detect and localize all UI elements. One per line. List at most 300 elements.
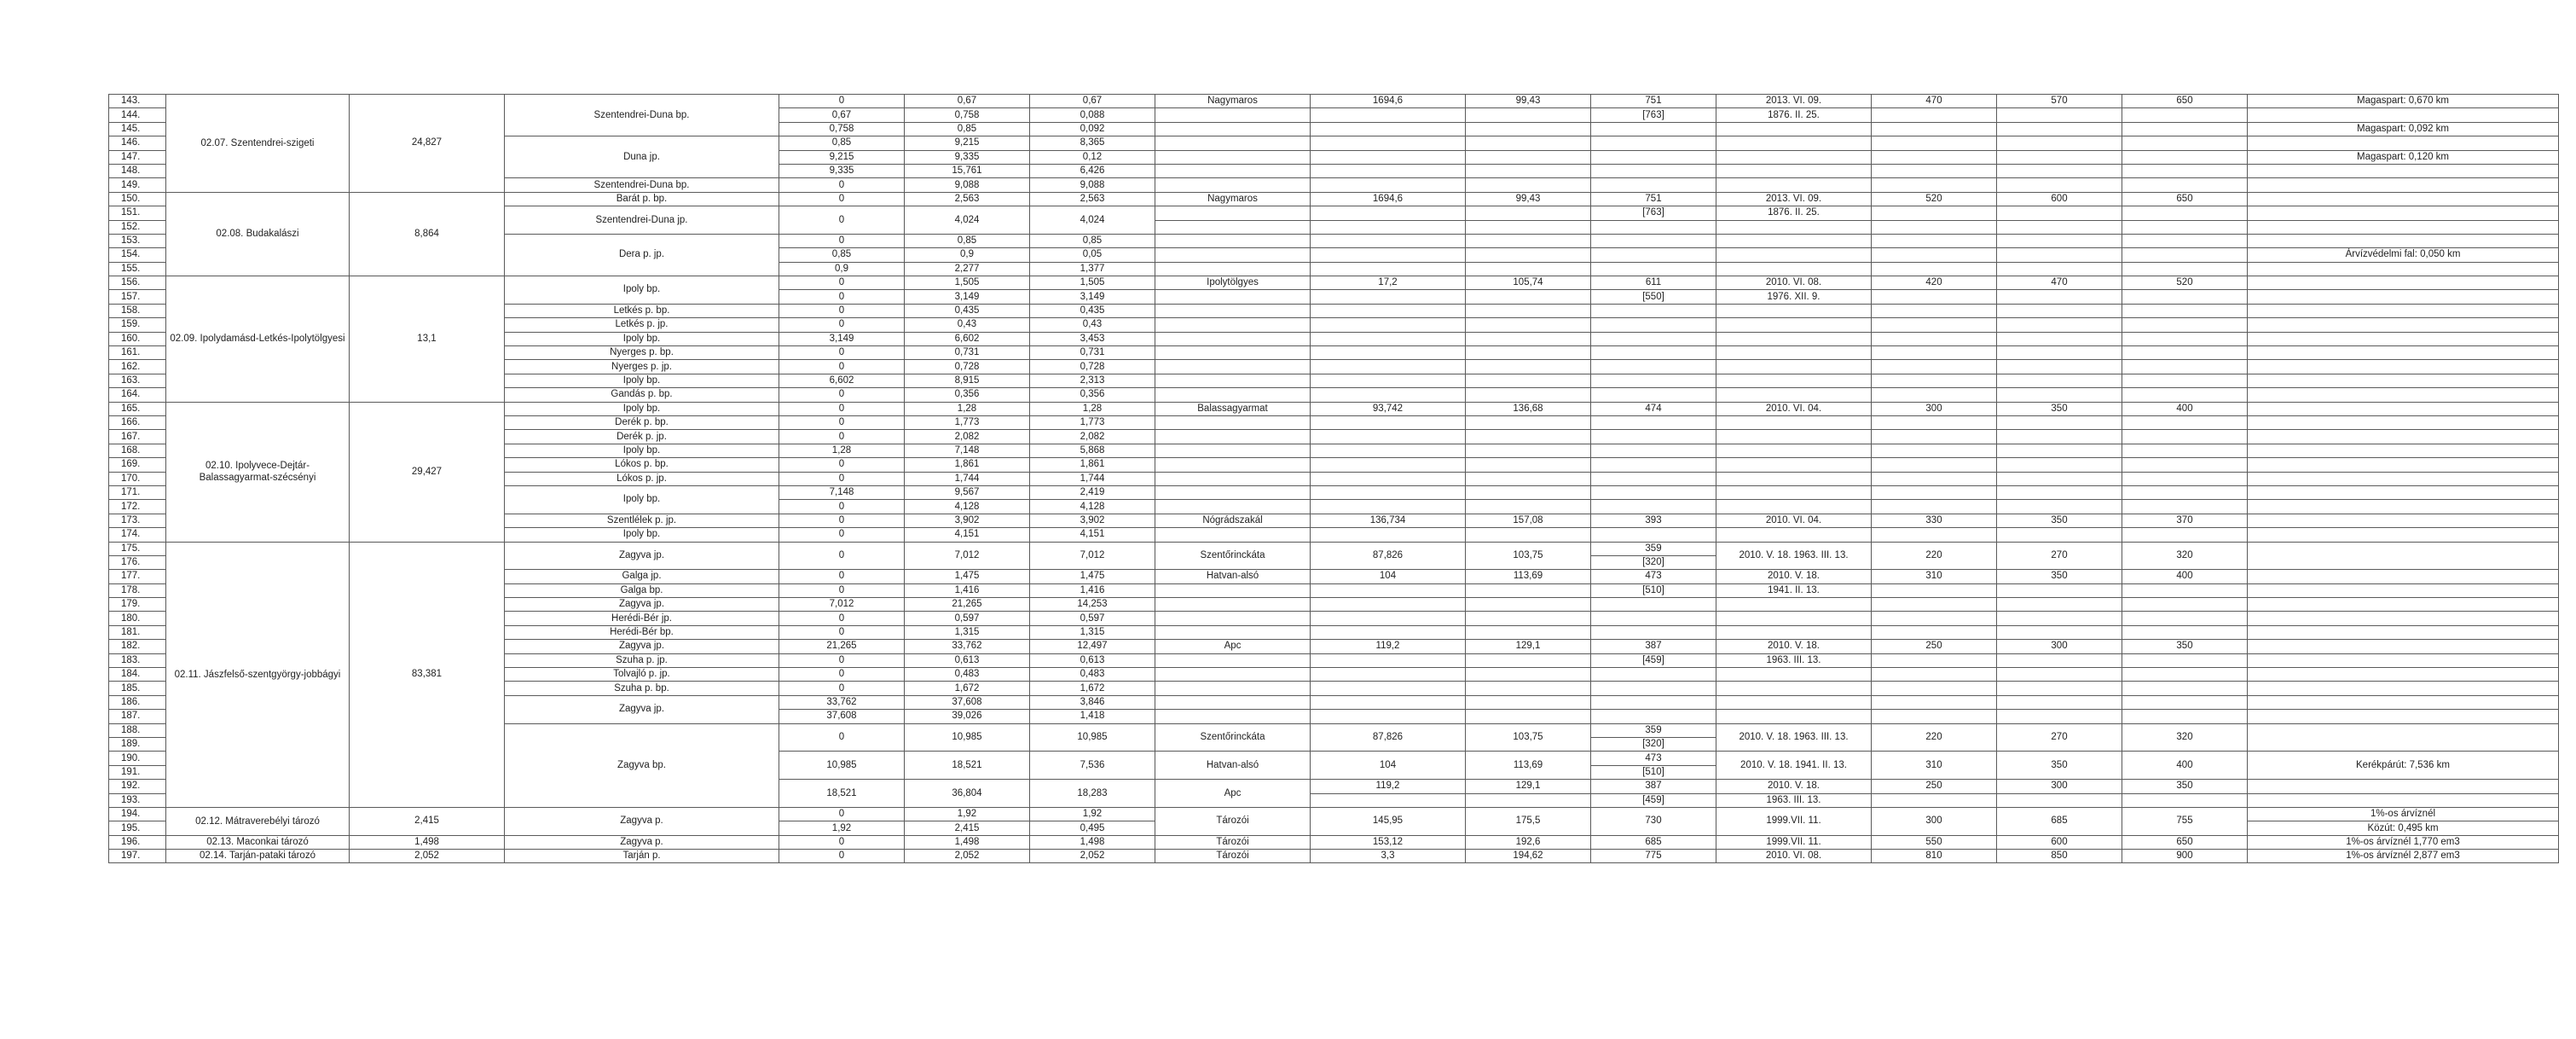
gauge-station: Ipolytölgyes (1155, 276, 1311, 290)
km-from: 18,521 (779, 780, 905, 808)
row-number: 193. (109, 793, 166, 807)
gauge-station (1155, 598, 1311, 612)
length-km: 1,498 (1030, 835, 1155, 849)
km-from: 0 (779, 178, 905, 192)
length-km: 0,67 (1030, 95, 1155, 108)
row-number: 186. (109, 695, 166, 709)
length-km: 0,12 (1030, 150, 1155, 164)
gauge-station (1155, 332, 1311, 345)
km-from: 0,67 (779, 108, 905, 122)
river-name: Zagyva bp. (505, 723, 779, 807)
gauge-station: Nógrádszakál (1155, 514, 1311, 527)
alert-level-3 (2122, 458, 2248, 472)
stacked-value: 473 (1645, 752, 1662, 763)
note (2248, 458, 2559, 472)
alert-level-3 (2122, 206, 2248, 220)
km-to: 3,902 (905, 514, 1030, 527)
max-level-date: 2010. V. 18. (1716, 780, 1872, 793)
note (2248, 598, 2559, 612)
alert-level-1 (1872, 136, 1997, 150)
alert-level-1 (1872, 793, 1997, 807)
gauge-km (1311, 220, 1466, 234)
km-from: 0 (779, 668, 905, 682)
note: 1%-os árvíznél 1,770 em3 (2248, 835, 2559, 849)
km-from: 0 (779, 276, 905, 290)
length-km: 10,985 (1030, 723, 1155, 752)
alert-level-3 (2122, 164, 2248, 177)
alert-level-3 (2122, 360, 2248, 374)
row-number: 171. (109, 485, 166, 499)
max-level-date: 1941. II. 13. (1716, 583, 1872, 597)
gauge-station (1155, 304, 1311, 317)
max-level-date (1716, 415, 1872, 429)
alert-level-2 (1997, 374, 2122, 387)
alert-level-1 (1872, 374, 1997, 387)
length-km: 1,418 (1030, 710, 1155, 723)
gauge-station (1155, 136, 1311, 150)
km-from: 33,762 (779, 695, 905, 709)
row-number: 163. (109, 374, 166, 387)
gauge-station (1155, 262, 1311, 276)
alert-level-1 (1872, 695, 1997, 709)
row-number: 148. (109, 164, 166, 177)
gauge-zero (1466, 430, 1591, 444)
alert-level-1 (1872, 360, 1997, 374)
note (2248, 668, 2559, 682)
gauge-station: Balassagyarmat (1155, 402, 1311, 415)
row-number: 178. (109, 583, 166, 597)
max-level-date (1716, 528, 1872, 542)
gauge-zero: 175,5 (1466, 807, 1591, 835)
km-to: 0,9 (905, 248, 1030, 262)
km-to: 39,026 (905, 710, 1030, 723)
max-water-level: 387 (1591, 640, 1716, 653)
length-km: 1,92 (1030, 807, 1155, 821)
max-level-date (1716, 668, 1872, 682)
alert-level-1: 420 (1872, 276, 1997, 290)
gauge-km: 153,12 (1311, 835, 1466, 849)
alert-level-1 (1872, 710, 1997, 723)
gauge-km: 119,2 (1311, 640, 1466, 653)
alert-level-2 (1997, 318, 2122, 332)
alert-level-3 (2122, 178, 2248, 192)
km-from: 0 (779, 528, 905, 542)
gauge-station (1155, 234, 1311, 247)
km-from: 0 (779, 318, 905, 332)
km-to: 2,563 (905, 192, 1030, 206)
note (2248, 625, 2559, 639)
gauge-km (1311, 500, 1466, 514)
max-water-level: [763] (1591, 206, 1716, 220)
gauge-station: Hatvan-alsó (1155, 570, 1311, 583)
note (2248, 360, 2559, 374)
length-km: 4,151 (1030, 528, 1155, 542)
alert-level-1 (1872, 583, 1997, 597)
length-km: 1,773 (1030, 415, 1155, 429)
gauge-station (1155, 612, 1311, 625)
row-number: 190. (109, 752, 166, 765)
alert-level-1: 300 (1872, 807, 1997, 835)
max-level-date: 2013. VI. 09. (1716, 192, 1872, 206)
max-water-level: 611 (1591, 276, 1716, 290)
max-level-date: 2010. VI. 08. (1716, 850, 1872, 863)
max-level-date: 2013. VI. 09. (1716, 95, 1872, 108)
max-level-date: 2010. V. 18. 1963. III. 13. (1716, 542, 1872, 570)
km-to: 9,088 (905, 178, 1030, 192)
max-level-date (1716, 262, 1872, 276)
river-name: Zagyva jp. (505, 542, 779, 570)
alert-level-3 (2122, 374, 2248, 387)
row-number: 159. (109, 318, 166, 332)
note (2248, 136, 2559, 150)
max-water-level (1591, 458, 1716, 472)
max-level-date: 1876. II. 25. (1716, 206, 1872, 220)
row-number: 161. (109, 346, 166, 360)
gauge-km (1311, 332, 1466, 345)
max-water-level: 685 (1591, 835, 1716, 849)
max-water-level (1591, 318, 1716, 332)
section-length: 2,052 (350, 850, 505, 863)
km-from: 0 (779, 95, 905, 108)
km-to: 8,915 (905, 374, 1030, 387)
river-name: Letkés p. bp. (505, 304, 779, 317)
km-to: 0,483 (905, 668, 1030, 682)
gauge-km: 1694,6 (1311, 192, 1466, 206)
note (2248, 444, 2559, 457)
row-number: 175. (109, 542, 166, 555)
alert-level-1 (1872, 668, 1997, 682)
km-from: 7,148 (779, 485, 905, 499)
row-number: 144. (109, 108, 166, 122)
max-water-level: 393 (1591, 514, 1716, 527)
km-to: 33,762 (905, 640, 1030, 653)
row-number: 188. (109, 723, 166, 737)
gauge-km: 119,2 (1311, 780, 1466, 793)
km-from: 0 (779, 612, 905, 625)
max-level-date (1716, 682, 1872, 695)
river-name: Szentendrei-Duna bp. (505, 95, 779, 136)
km-from: 0 (779, 415, 905, 429)
max-water-level (1591, 542, 1716, 570)
note (2248, 346, 2559, 360)
length-km: 7,012 (1030, 542, 1155, 570)
length-km: 2,082 (1030, 430, 1155, 444)
gauge-station (1155, 668, 1311, 682)
gauge-km (1311, 374, 1466, 387)
length-km: 1,377 (1030, 262, 1155, 276)
km-from: 0 (779, 388, 905, 402)
km-from: 0 (779, 682, 905, 695)
max-level-date (1716, 234, 1872, 247)
alert-level-2 (1997, 653, 2122, 667)
gauge-km (1311, 136, 1466, 150)
km-to: 18,521 (905, 752, 1030, 780)
alert-level-2 (1997, 304, 2122, 317)
note (2248, 514, 2559, 527)
alert-level-3: 400 (2122, 402, 2248, 415)
alert-level-3: 320 (2122, 723, 2248, 752)
length-km: 7,536 (1030, 752, 1155, 780)
river-name: Nyerges p. bp. (505, 346, 779, 360)
note (2248, 304, 2559, 317)
row-number: 187. (109, 710, 166, 723)
gauge-zero (1466, 290, 1591, 304)
table-row (109, 542, 2559, 555)
alert-level-1: 250 (1872, 780, 1997, 793)
length-km: 0,092 (1030, 122, 1155, 136)
length-km: 1,315 (1030, 625, 1155, 639)
river-name: Ipoly bp. (505, 444, 779, 457)
gauge-km (1311, 710, 1466, 723)
km-to: 0,43 (905, 318, 1030, 332)
alert-level-2: 350 (1997, 752, 2122, 780)
alert-level-2 (1997, 150, 2122, 164)
gauge-km: 3,3 (1311, 850, 1466, 863)
max-level-date: 1963. III. 13. (1716, 793, 1872, 807)
gauge-zero (1466, 710, 1591, 723)
row-number: 169. (109, 458, 166, 472)
alert-level-1 (1872, 178, 1997, 192)
alert-level-2: 850 (1997, 850, 2122, 863)
km-from: 6,602 (779, 374, 905, 387)
note: Magaspart: 0,092 km (2248, 122, 2559, 136)
section-length: 83,381 (350, 542, 505, 807)
alert-level-2 (1997, 793, 2122, 807)
km-to: 4,024 (905, 206, 1030, 235)
max-water-level (1591, 220, 1716, 234)
alert-level-1 (1872, 122, 1997, 136)
alert-level-2 (1997, 695, 2122, 709)
gauge-station (1155, 360, 1311, 374)
alert-level-2: 300 (1997, 640, 2122, 653)
gauge-km: 87,826 (1311, 723, 1466, 752)
gauge-station (1155, 682, 1311, 695)
gauge-km (1311, 108, 1466, 122)
gauge-km: 87,826 (1311, 542, 1466, 570)
alert-level-2: 270 (1997, 723, 2122, 752)
alert-level-3 (2122, 304, 2248, 317)
km-from: 0 (779, 234, 905, 247)
alert-level-1: 250 (1872, 640, 1997, 653)
row-number: 160. (109, 332, 166, 345)
gauge-station (1155, 150, 1311, 164)
note (2248, 402, 2559, 415)
row-number: 194. (109, 807, 166, 821)
km-to: 0,731 (905, 346, 1030, 360)
alert-level-1 (1872, 485, 1997, 499)
alert-level-3: 400 (2122, 752, 2248, 780)
gauge-km (1311, 122, 1466, 136)
section-name: 02.14. Tarján-pataki tározó (166, 850, 350, 863)
alert-level-2 (1997, 220, 2122, 234)
km-from: 0 (779, 625, 905, 639)
row-number: 154. (109, 248, 166, 262)
km-to: 1,773 (905, 415, 1030, 429)
km-to: 4,151 (905, 528, 1030, 542)
stacked-value: [320] (1591, 737, 1716, 751)
alert-level-3 (2122, 248, 2248, 262)
max-level-date (1716, 472, 1872, 485)
row-number: 183. (109, 653, 166, 667)
alert-level-2: 570 (1997, 95, 2122, 108)
gauge-station: Nagymaros (1155, 95, 1311, 108)
note (2248, 220, 2559, 234)
row-number: 177. (109, 570, 166, 583)
gauge-station (1155, 710, 1311, 723)
km-to: 2,052 (905, 850, 1030, 863)
alert-level-3 (2122, 136, 2248, 150)
alert-level-3 (2122, 332, 2248, 345)
max-water-level (1591, 374, 1716, 387)
length-km: 0,435 (1030, 304, 1155, 317)
gauge-station: Nagymaros (1155, 192, 1311, 206)
gauge-km (1311, 612, 1466, 625)
note (2248, 262, 2559, 276)
max-level-date (1716, 500, 1872, 514)
alert-level-3 (2122, 234, 2248, 247)
max-water-level (1591, 668, 1716, 682)
gauge-km (1311, 485, 1466, 499)
note (2248, 612, 2559, 625)
km-to: 0,67 (905, 95, 1030, 108)
gauge-zero: 136,68 (1466, 402, 1591, 415)
alert-level-1 (1872, 500, 1997, 514)
table-row (109, 95, 2559, 108)
km-from: 0,9 (779, 262, 905, 276)
alert-level-1 (1872, 444, 1997, 457)
km-to: 21,265 (905, 598, 1030, 612)
gauge-station: Szentőrinckáta (1155, 542, 1311, 570)
alert-level-2 (1997, 415, 2122, 429)
river-name: Herédi-Bér jp. (505, 612, 779, 625)
row-number: 184. (109, 668, 166, 682)
gauge-station (1155, 415, 1311, 429)
alert-level-3: 755 (2122, 807, 2248, 835)
max-water-level (1591, 122, 1716, 136)
row-number: 147. (109, 150, 166, 164)
note (2248, 430, 2559, 444)
max-water-level: 473 (1591, 570, 1716, 583)
alert-level-1 (1872, 682, 1997, 695)
km-from: 0 (779, 723, 905, 752)
section-length: 13,1 (350, 276, 505, 403)
gauge-km (1311, 472, 1466, 485)
alert-level-3 (2122, 625, 2248, 639)
length-km: 9,088 (1030, 178, 1155, 192)
river-name: Ipoly bp. (505, 485, 779, 514)
max-water-level (1591, 234, 1716, 247)
max-level-date (1716, 150, 1872, 164)
gauge-km: 1694,6 (1311, 95, 1466, 108)
gauge-zero (1466, 668, 1591, 682)
max-water-level (1591, 472, 1716, 485)
row-number: 166. (109, 415, 166, 429)
gauge-station (1155, 528, 1311, 542)
alert-level-3 (2122, 444, 2248, 457)
gauge-station (1155, 248, 1311, 262)
max-water-level (1591, 164, 1716, 177)
km-to: 10,985 (905, 723, 1030, 752)
row-number: 145. (109, 122, 166, 136)
row-number: 195. (109, 821, 166, 835)
gauge-zero (1466, 318, 1591, 332)
max-water-level: 775 (1591, 850, 1716, 863)
km-to: 0,435 (905, 304, 1030, 317)
gauge-station (1155, 346, 1311, 360)
gauge-zero: 99,43 (1466, 192, 1591, 206)
alert-level-1 (1872, 304, 1997, 317)
km-to: 1,416 (905, 583, 1030, 597)
note (2248, 332, 2559, 345)
row-number: 149. (109, 178, 166, 192)
gauge-station (1155, 653, 1311, 667)
alert-level-2 (1997, 625, 2122, 639)
max-level-date (1716, 318, 1872, 332)
km-from: 0 (779, 653, 905, 667)
max-level-date (1716, 360, 1872, 374)
gauge-zero (1466, 598, 1591, 612)
max-water-level (1591, 332, 1716, 345)
km-to: 3,149 (905, 290, 1030, 304)
length-km: 4,128 (1030, 500, 1155, 514)
alert-level-1 (1872, 332, 1997, 345)
km-to: 9,335 (905, 150, 1030, 164)
gauge-zero (1466, 653, 1591, 667)
max-water-level (1591, 528, 1716, 542)
length-km: 2,563 (1030, 192, 1155, 206)
row-number: 180. (109, 612, 166, 625)
alert-level-3: 520 (2122, 276, 2248, 290)
alert-level-2: 350 (1997, 514, 2122, 527)
alert-level-3: 350 (2122, 640, 2248, 653)
max-level-date (1716, 248, 1872, 262)
alert-level-3: 900 (2122, 850, 2248, 863)
km-from: 0,758 (779, 122, 905, 136)
max-water-level: 387 (1591, 780, 1716, 793)
alert-level-3 (2122, 528, 2248, 542)
alert-level-3 (2122, 150, 2248, 164)
length-km: 0,43 (1030, 318, 1155, 332)
km-to: 0,85 (905, 234, 1030, 247)
alert-level-3 (2122, 485, 2248, 499)
max-water-level (1591, 262, 1716, 276)
length-km: 2,313 (1030, 374, 1155, 387)
alert-level-2 (1997, 332, 2122, 345)
gauge-station (1155, 444, 1311, 457)
length-km: 1,416 (1030, 583, 1155, 597)
note (2248, 388, 2559, 402)
alert-level-3 (2122, 612, 2248, 625)
alert-level-1: 520 (1872, 192, 1997, 206)
gauge-station (1155, 583, 1311, 597)
max-level-date (1716, 220, 1872, 234)
length-km: 1,672 (1030, 682, 1155, 695)
max-level-date (1716, 374, 1872, 387)
alert-level-1 (1872, 318, 1997, 332)
row-number: 192. (109, 780, 166, 793)
max-level-date (1716, 695, 1872, 709)
river-name: Tolvajló p. jp. (505, 668, 779, 682)
alert-level-2: 270 (1997, 542, 2122, 570)
gauge-km: 136,734 (1311, 514, 1466, 527)
km-from: 10,985 (779, 752, 905, 780)
max-level-date (1716, 136, 1872, 150)
note (2248, 206, 2559, 220)
note (2248, 695, 2559, 709)
note (2248, 318, 2559, 332)
max-level-date: 2010. VI. 08. (1716, 276, 1872, 290)
row-number: 189. (109, 737, 166, 751)
